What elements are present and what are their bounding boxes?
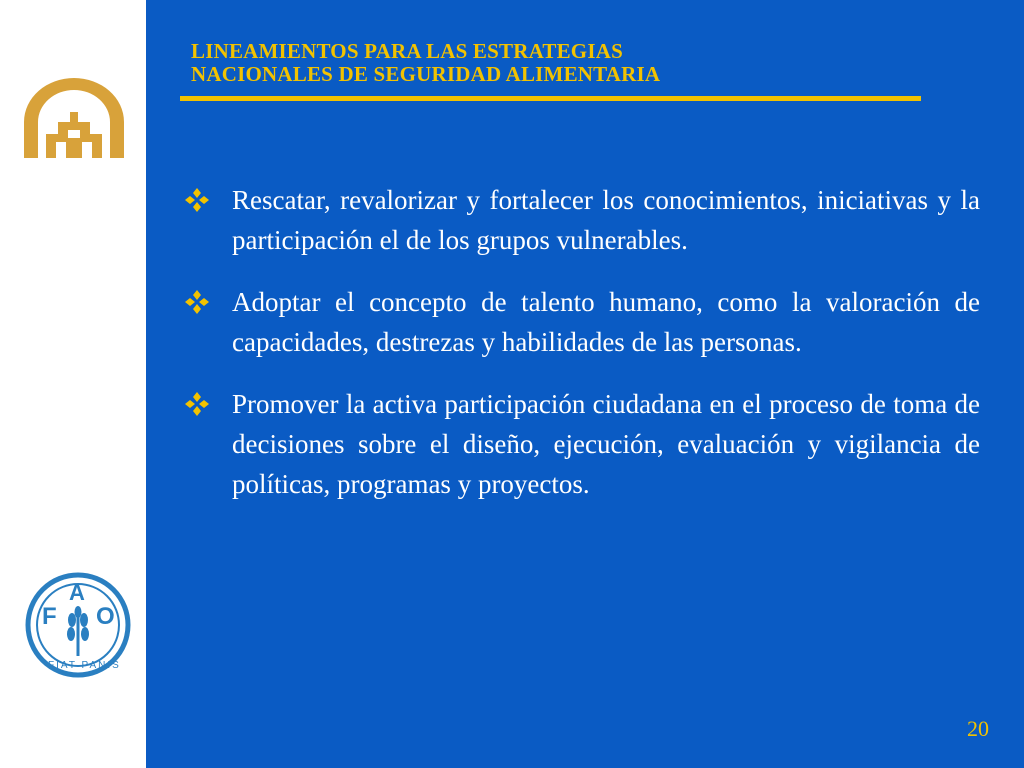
slide-title bbox=[191, 40, 811, 86]
bullet-item bbox=[184, 384, 980, 504]
bullet-item bbox=[184, 282, 980, 362]
bullet-item bbox=[184, 180, 980, 260]
title-underline bbox=[180, 96, 921, 101]
fao-logo bbox=[24, 570, 132, 680]
fao-letter-o: O bbox=[96, 603, 115, 630]
fao-motto: FIAT PANIS bbox=[48, 660, 121, 671]
diamond-bullet-icon bbox=[184, 391, 210, 417]
slide-title-line-2: NACIONALES DE SEGURIDAD ALIMENTARIA bbox=[191, 62, 661, 86]
bullet-text: Rescatar, revalorizar y fortalecer los conocimientos, iniciativas y la participación el de los grupos vulnerables. bbox=[232, 185, 980, 255]
left-sidebar bbox=[0, 0, 146, 768]
fao-letter-f: F bbox=[42, 603, 57, 630]
page-number: 20 bbox=[967, 716, 989, 741]
diamond-bullet-icon bbox=[184, 289, 210, 315]
fao-letter-a: A bbox=[69, 580, 85, 605]
bullet-text: Promover la activa participación ciudadana en el proceso de toma de decisiones sobre el diseño, ejecución, evaluación y vigilancia de políticas, programas y proyectos. bbox=[232, 389, 980, 499]
diamond-bullet-icon bbox=[184, 187, 210, 213]
bullet-list bbox=[184, 180, 980, 526]
slide-title-line-1: LINEAMIENTOS PARA LAS ESTRATEGIAS bbox=[191, 39, 623, 63]
andean-community-logo bbox=[18, 72, 130, 162]
bullet-text: Adoptar el concepto de talento humano, como la valoración de capacidades, destrezas y habilidades de las personas. bbox=[232, 287, 980, 357]
